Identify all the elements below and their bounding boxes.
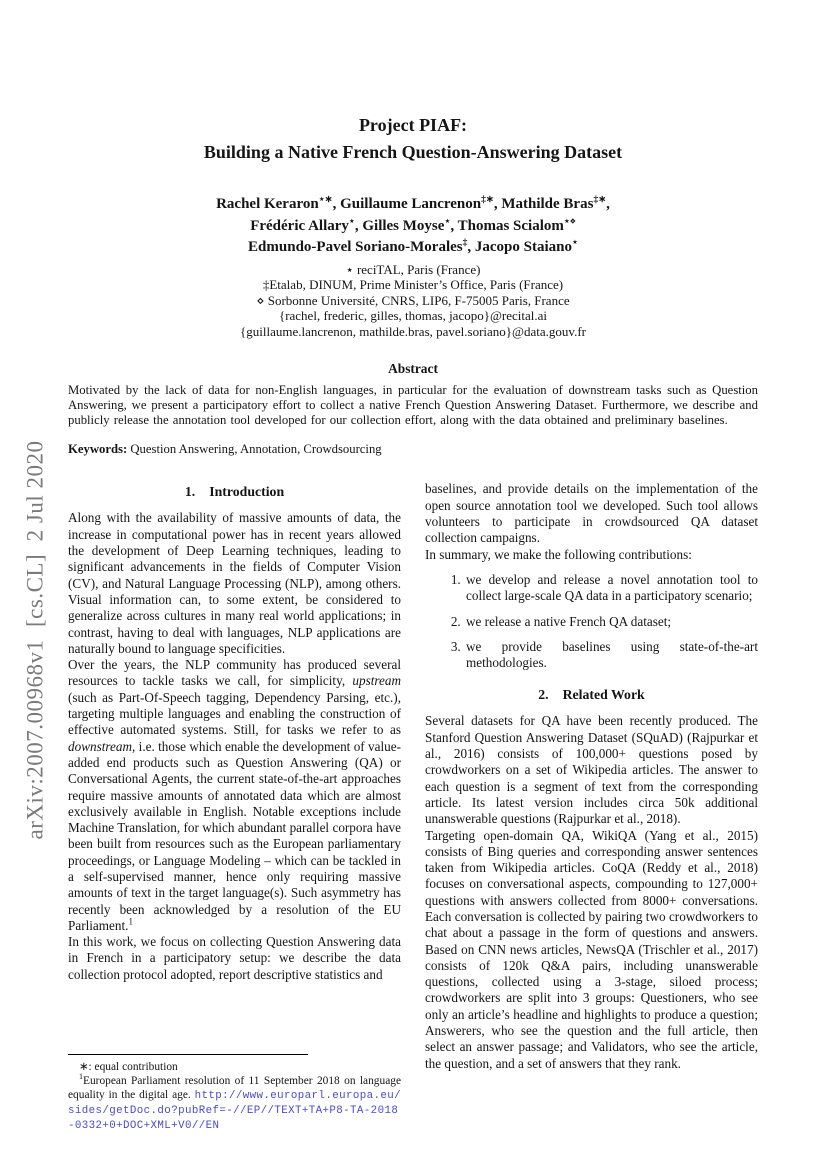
intro-paragraph-4: baselines, and provide details on the implementation of the open source annotation tool we developed. Such tool allows volunteers to participate in crowdsourced QA dataset collection campaigns.	[425, 481, 758, 546]
footnote-1-link[interactable]: http://www.europarl.europa.eu/sides/getDoc.do?pubRef=-//EP//TEXT+TA+P8-TA-2018-0332+0+DOC+XML+V0//EN	[68, 1090, 401, 1133]
author-name: , Gilles Moyse	[354, 217, 445, 234]
footnote-1-marker: 1	[79, 1072, 83, 1082]
related-paragraph-1: Several datasets for QA have been recently produced. The Stanford Question Answering Dataset (SQuAD) (Rajpurkar et al., 2016) consists of 100,000+ questions posed by crowdworkers on a set of Wikipedia articles. The answer to each question is a segment of text from the corresponding article. Its latest version includes circa 50k additional unanswerable questions (Rajpurkar et al., 2018).	[425, 713, 758, 827]
intro-p2-text: Over the years, the NLP community has produced several resources to tackle tasks we call, for simplicity,	[68, 657, 401, 689]
intro-paragraph-5: In summary, we make the following contributions:	[425, 546, 692, 562]
section-title: Introduction	[209, 484, 285, 500]
author-superscript: ‡∗	[481, 195, 494, 205]
keywords-text: Question Answering, Annotation, Crowdsourcing	[127, 442, 382, 457]
footnote-1-text: European Parliament resolution of 11 September 2018 on language equality in the digital age.	[68, 1075, 401, 1102]
author-name: Frédéric Allary	[250, 217, 349, 234]
author-line	[68, 192, 758, 214]
affiliations-block	[68, 262, 758, 340]
author-name: , Mathilde Bras	[493, 196, 594, 212]
footnote-equal-contribution: ∗: equal contribution	[79, 1061, 178, 1074]
affiliation-email-line: {rachel, frederic, gilles, thomas, jacopo}@recital.ai	[278, 308, 548, 324]
author-superscript: ‡	[462, 238, 468, 248]
affiliation-line: ⋄ Sorbonne Université, CNRS, LIP6, F-75005 Paris, France	[256, 292, 570, 308]
author-line	[68, 235, 758, 257]
intro-p2-text: , i.e. those which enable the development of value-added end products such as Question Answering (QA) or Conversational Agents, the current state-of-the-art approaches require massive amounts of annotated data which are almost exclusively available in English. Notable exceptions include Machine Translation, for which abundant parallel corpora have been built from resources such as the European parliamentary proceedings, or Language Modeling – which can be tackled in a self-supervised manner, hence only requiring massive amounts of text in the target language(s). Such asymmetry has recently been acknowledged by a resolution of the EU Parliament.	[68, 738, 401, 933]
section-number: 1.	[184, 484, 196, 500]
arxiv-watermark: arXiv:2007.00968v1 [cs.CL] 2 Jul 2020	[22, 440, 48, 840]
affiliation-line: ⋆ reciTAL, Paris (France)	[345, 261, 481, 277]
author-name: , Thomas Scialom	[450, 217, 564, 234]
paper-content	[68, 0, 758, 1133]
author-superscript: ⋆	[572, 238, 578, 248]
keywords-line	[68, 442, 758, 457]
keywords-label: Keywords:	[68, 442, 128, 457]
intro-p2-text: (such as Part-Of-Speech tagging, Dependency Parsing, etc.), targeting multiple languages and enabling the construction of effective automated systems. Still, for tasks we refer to as	[68, 689, 401, 738]
right-column	[425, 481, 758, 1133]
footnote-block	[68, 1054, 401, 1133]
author-name: ,	[606, 196, 610, 212]
contribution-item: 2. we release a native French QA dataset;	[464, 614, 758, 630]
intro-p2-italic-upstream: upstream	[352, 673, 401, 689]
contribution-item: 1. we develop and release a novel annotation tool to collect large-scale QA data in a participatory scenario;	[464, 572, 758, 605]
affiliation-line: ‡Etalab, DINUM, Prime Minister’s Office, Paris (France)	[262, 277, 564, 293]
section-2-heading	[425, 686, 758, 704]
section-title: Related Work	[562, 687, 645, 703]
contribution-item: 3. we provide baselines using state-of-the-art methodologies.	[464, 639, 758, 672]
paper-title	[68, 112, 758, 166]
author-name: , Jacopo Staiano	[467, 239, 572, 255]
section-1-heading	[68, 483, 401, 501]
author-name: Rachel Keraron	[216, 196, 319, 212]
related-paragraph-2: Targeting open-domain QA, WikiQA (Yang et al., 2015) consists of Bing queries and corresponding answer sentences taken from Wikipedia articles. CoQA (Reddy et al., 2018) focuses on conversational aspects, compounding to 127,000+ questions with answers collected from 8000+ conversations. Each conversation is collected by pairing two crowdworkers to chat about a passage in the form of questions and answers. Based on CNN news articles, NewsQA (Trischler et al., 2017) consists of 120k Q&A pairs, including unanswerable questions, collected using a 3-stage, siloed process; crowdworkers are split into 3 groups: Questioners, who see only an article’s headline and highlights to produce a question; Answerers, who see the question and the full article, then select an answer passage; and Validators, who see the article, the question, and a set of answers that they rank.	[425, 827, 758, 1071]
footnote-separator	[68, 1054, 308, 1055]
author-name: , Guillaume Lancrenon	[332, 196, 482, 212]
author-superscript: ⋆⋄	[563, 216, 576, 227]
author-superscript: ⋆	[444, 216, 451, 227]
author-superscript: ⋆	[348, 216, 355, 227]
author-superscript: ⋆∗	[318, 195, 333, 205]
section-number: 2.	[538, 687, 549, 703]
author-name: Edmundo-Pavel Soriano-Morales	[248, 239, 463, 255]
abstract-heading: Abstract	[388, 361, 438, 377]
intro-paragraph-3: In this work, we focus on collecting Question Answering data in French in a participatory setup: we describe the data collection protocol adopted, report descriptive statistics and	[68, 934, 401, 982]
abstract-text: Motivated by the lack of data for non-English languages, in particular for the evaluation of downstream tasks such as Question Answering, we present a participatory effort to collect a native French Question Answering Dataset. Furthermore, we describe and publicly release the annotation tool developed for our collection effort, along with the data obtained and preliminary baselines.	[68, 383, 758, 428]
paper-title-line2: Building a Native French Question-Answering Dataset	[203, 142, 623, 162]
paper-title-line1: Project PIAF:	[358, 115, 468, 135]
two-column-body	[68, 481, 758, 1133]
footnote-1	[68, 1074, 401, 1133]
footnote-reference-1: 1	[128, 916, 133, 927]
intro-p2-italic-downstream: downstream	[68, 738, 132, 754]
affiliation-email-line: {guillaume.lancrenon, mathilde.bras, pavel.soriano}@data.gouv.fr	[240, 323, 586, 339]
intro-paragraph-2	[68, 657, 401, 934]
authors-block	[68, 192, 758, 257]
contributions-list	[425, 572, 758, 671]
author-superscript: ‡∗	[593, 195, 607, 205]
left-column	[68, 481, 401, 1133]
intro-paragraph-1: Along with the availability of massive amounts of data, the increase in computational power has in recent years allowed the development of Deep Learning techniques, leading to significant advancements in the fields of Computer Vision (CV), and Natural Language Processing (NLP), among others. Visual information can, to some extent, be considered to generalize across cultures in many real world applications; in contrast, having to deal with languages, NLP applications are naturally bound to language specificities.	[68, 510, 401, 656]
author-line	[68, 214, 758, 236]
